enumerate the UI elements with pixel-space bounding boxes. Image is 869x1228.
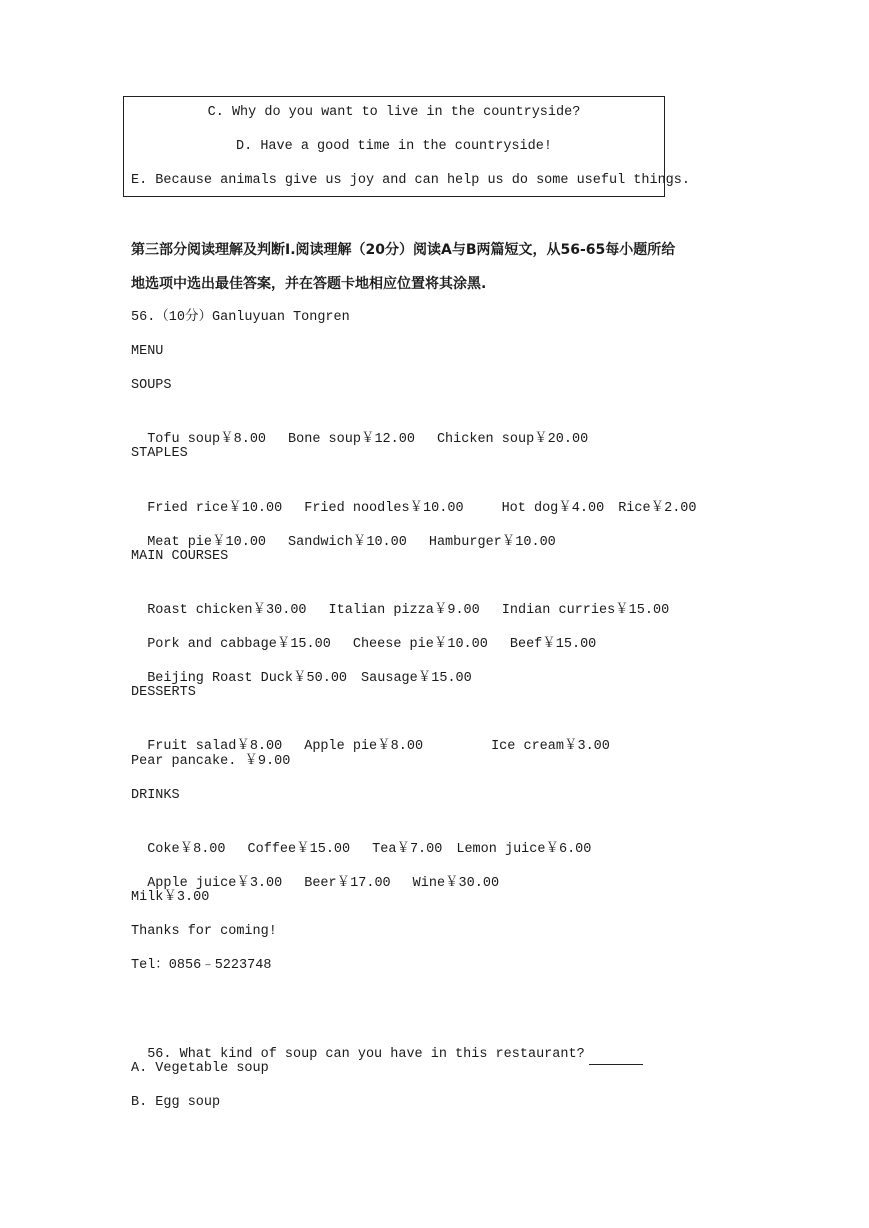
- menu-item: Beef￥15.00: [509, 637, 597, 652]
- menu-item: Fruit salad￥8.00: [147, 739, 283, 754]
- menu-item: Lemon juice￥6.00: [456, 842, 592, 857]
- menu-item: Coffee￥15.00: [247, 842, 351, 857]
- option-c: C. Why do you want to live in the countryside?: [207, 105, 581, 120]
- passage-title: 56.（10分）Ganluyuan Tongren: [131, 310, 350, 325]
- menu-item: Sandwich￥10.00: [288, 535, 407, 550]
- soups-label: SOUPS: [131, 378, 172, 393]
- menu-title: MENU: [131, 344, 164, 359]
- menu-item: Apple juice￥3.00: [147, 876, 283, 891]
- menu-item: Hot dog￥4.00: [501, 501, 605, 516]
- menu-item: Rice￥2.00: [618, 501, 697, 516]
- menu-item: Fried rice￥10.00: [147, 501, 283, 516]
- menu-item: Roast chicken￥30.00: [147, 603, 307, 618]
- menu-item: Meat pie￥10.00: [147, 535, 267, 550]
- menu-item: Beijing Roast Duck￥50.00: [147, 671, 348, 686]
- section-heading-line1: 第三部分阅读理解及判断Ⅰ.阅读理解（20分）阅读A与B两篇短文，从56-65每小题所给: [131, 242, 676, 258]
- menu-item: Cheese pie￥10.00: [352, 637, 488, 652]
- staples-label: STAPLES: [131, 446, 188, 461]
- menu-item: Fried noodles￥10.00: [304, 501, 464, 516]
- telephone: Tel：0856﹣5223748: [131, 958, 272, 973]
- menu-item: Bone soup￥12.00: [288, 432, 415, 447]
- option-b: B. Egg soup: [131, 1095, 221, 1110]
- option-a: A. Vegetable soup: [131, 1061, 269, 1076]
- answer-options-box: [123, 96, 690, 197]
- menu-item: Coke￥8.00: [147, 842, 226, 857]
- menu-item: Tea￥7.00: [372, 842, 443, 857]
- menu-item: Sausage￥15.00: [361, 671, 472, 686]
- drinks-label: DRINKS: [131, 788, 180, 803]
- soups-row: [131, 410, 588, 450]
- menu-item: Indian curries￥15.00: [501, 603, 670, 618]
- drinks-row-3: Milk￥3.00: [131, 890, 210, 905]
- main-courses-label: MAIN COURSES: [131, 549, 229, 564]
- desserts-label: DESSERTS: [131, 685, 196, 700]
- menu-item: Ice cream￥3.00: [491, 739, 610, 754]
- answer-blank: [589, 1050, 643, 1065]
- menu-item: Pork and cabbage￥15.00: [147, 637, 331, 652]
- menu-item: Wine￥30.00: [412, 876, 500, 891]
- option-e: E. Because animals give us joy and can help us do some useful things.: [131, 173, 690, 188]
- menu-item: Apple pie￥8.00: [304, 739, 424, 754]
- option-d: D. Have a good time in the countryside!: [236, 139, 552, 154]
- menu-item: Hamburger￥10.00: [428, 535, 556, 550]
- menu-item: Tofu soup￥8.00: [147, 432, 267, 447]
- menu-item: Italian pizza￥9.00: [328, 603, 480, 618]
- desserts-row-2: Pear pancake. ￥9.00: [131, 754, 291, 769]
- section-heading-line2: 地选项中选出最佳答案，并在答题卡地相应位置将其涂黑.: [131, 276, 487, 292]
- menu-item: Beer￥17.00: [304, 876, 391, 891]
- question-text: 56. What kind of soup can you have in this restaurant?: [147, 1047, 585, 1062]
- menu-item: Chicken soup￥20.00: [436, 432, 589, 447]
- thanks-text: Thanks for coming!: [131, 924, 277, 939]
- desserts-row-1: [131, 717, 610, 757]
